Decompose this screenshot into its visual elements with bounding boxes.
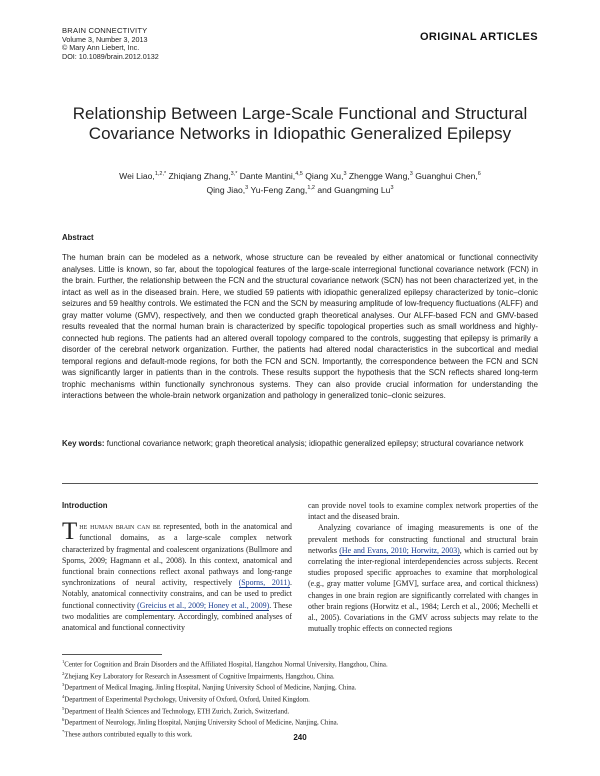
author: Yu-Feng Zang,$^{1,2}$ xyxy=(250,184,315,195)
journal-volume: Volume 3, Number 3, 2013 xyxy=(62,34,148,44)
drop-cap: T xyxy=(62,518,78,546)
paper-title xyxy=(62,104,538,144)
section-divider xyxy=(62,483,538,484)
citation-link[interactable]: (He and Evans, 2010; Horwitz, 2003) xyxy=(339,545,460,555)
intro-paragraph-1: The human brain can be represented, both in the anatomical and functional domains, as a large-scale complex network characterized by fragmental and coalescent organizations (Bullmore and Sporns, 2009; Hagmann et al., 2008). In this context, anatomical and functional brain connections reflect axonal pathways and long-range synchronizations of neural activity, respectively (Sporns, 2011). Notably, anatomical connectivity constrains, and can be used to predict functional connectivity (Greicius et al., 2009; Honey et al., 2009). These two modalities are complementary. Accordingly, combined analyses of anatomical and functional connectivity xyxy=(62,518,292,633)
keywords-label: Key words: xyxy=(62,439,105,448)
footnote: $^5$Department of Health Sciences and Technology, ETH Zurich, Zurich, Switzerland. xyxy=(62,705,290,715)
author-line-2 xyxy=(62,182,538,196)
intro-left-column xyxy=(62,500,292,633)
affiliation-footnotes xyxy=(62,658,538,740)
abstract-text: The human brain can be modeled as a network, whose structure can be revealed by either anatomical or functional connectivity analyses. Little is known, so far, about the topological features of the large-scale interregional functional covariance network (FCN) in the brain. Further, the relationship between the FCN and the structural covariance network (SCN) has not been characterized yet, in the intact as well as in the diseased brain. Here, we studied 59 patients with idiopathic generalized epilepsy characterized by tonic–clonic seizures and 59 healthy controls. We estimated the FCN and the SCN by measuring amplitude of low-frequency fluctuations (ALFF) and gray matter volume (GMV), respectively, and then we conducted graph theoretical analyses. Our ALFF-based FCN and GMV-based results revealed that the normal human brain is characterized by specific topological properties such as small worldness and highly-connected hub regions. The patients had an altered overall topology compared to the controls, suggesting that epilepsy is primarily a disorder of the cerebral network organization. Further, the patients had altered nodal characteristics in the subcortical and medial temporal regions and default-mode regions, for both the FCN and SCN. Importantly, the correspondence between the FCN and SCN was significantly larger in patients than in the controls. These results support the hypothesis that the SCN reflects shared long-term trophic mechanisms within functionally synchronous systems. They can also provide crucial information for understanding the interactions between the whole-brain network organization and pathology in generalized tonic–clonic seizures. xyxy=(62,253,538,400)
citation-link[interactable]: (Greicius et al., 2009; Honey et al., 2009) xyxy=(137,600,270,610)
footnote: $^6$Department of Neurology, Jinling Hospital, Nanjing University School of Medicine, Nanjing, China. xyxy=(62,717,339,727)
intro-heading: Introduction xyxy=(62,501,108,510)
author-list xyxy=(62,168,538,196)
citation-link[interactable]: (Sporns, 2011) xyxy=(238,578,291,588)
footnote: *These authors contributed equally to this work. xyxy=(62,729,193,739)
page-number: 240 xyxy=(293,733,307,742)
intro-right-column xyxy=(308,500,538,634)
intro-paragraph-2: Analyzing covariance of imaging measurements is one of the prevalent methods for constructing functional and structural brain networks (He and Evans, 2010; Horwitz, 2003), which is carried out by correlating the inter-regional interdependencies across subjects. Recent studies proposed specific approaches to examine that morphological (e.g., gray matter volume [GMV], surface area, and cortical thickness) changes in one brain region are significantly correlated with changes in other brain regions (Horwitz et al., 1984; Lerch et al., 2006; Mechelli et al., 2005). Covariations in the GMV across subjects may relate to the mutually trophic effects on connected regions xyxy=(308,523,538,634)
journal-copyright: © Mary Ann Liebert, Inc. xyxy=(62,43,140,53)
author: Guanghui Chen,$^6$ xyxy=(415,170,481,181)
journal-info xyxy=(62,27,159,61)
title-line-2: Covariance Networks in Idiopathic Generalized Epilepsy xyxy=(88,124,512,143)
footnote-divider xyxy=(62,654,162,655)
keywords xyxy=(62,438,538,450)
journal-name: BRAIN CONNECTIVITY xyxy=(62,26,148,35)
author: and Guangming Lu$^3$ xyxy=(317,184,394,195)
author: Zhiqiang Zhang,$^{3,*}$ xyxy=(168,170,238,181)
footnote: $^3$Department of Medical Imaging, Jinling Hospital, Nanjing University School of Medicine, Nanjing, China. xyxy=(62,682,357,692)
title-line-1: Relationship Between Large-Scale Functional and Structural xyxy=(72,104,528,123)
keywords-text: functional covariance network; graph theoretical analysis; idiopathic generalized epilepsy; structural covariance network xyxy=(106,439,524,448)
footnote: $^2$Zhejiang Key Laboratory for Research in Assessment of Cognitive Impairments, Hangzhou, China. xyxy=(62,670,335,680)
section-label: ORIGINAL ARTICLES xyxy=(419,31,538,43)
footnote: $^1$Center for Cognition and Brain Disorders and the Affiliated Hospital, Hangzhou Normal University, Hangzhou, China. xyxy=(62,659,388,669)
author: Qing Jiao,$^3$ xyxy=(206,184,249,195)
journal-doi[interactable]: DOI: 10.1089/brain.2012.0132 xyxy=(62,51,159,61)
abstract-heading: Abstract xyxy=(62,233,94,242)
author: Zhengge Wang,$^3$ xyxy=(348,170,413,181)
intro-lead: he human brain can be xyxy=(79,522,161,532)
author: Dante Mantini,$^{4,5}$ xyxy=(239,170,303,181)
intro-continuation: can provide novel tools to examine complex network properties of the intact and the diseased brain. xyxy=(308,501,538,522)
author: Qiang Xu,$^3$ xyxy=(305,170,347,181)
author-line-1 xyxy=(62,168,538,182)
footnote: $^4$Department of Experimental Psychology, University of Oxford, Oxford, United Kingdom. xyxy=(62,694,310,704)
author: Wei Liao,$^{1,2,*}$ xyxy=(119,170,167,181)
